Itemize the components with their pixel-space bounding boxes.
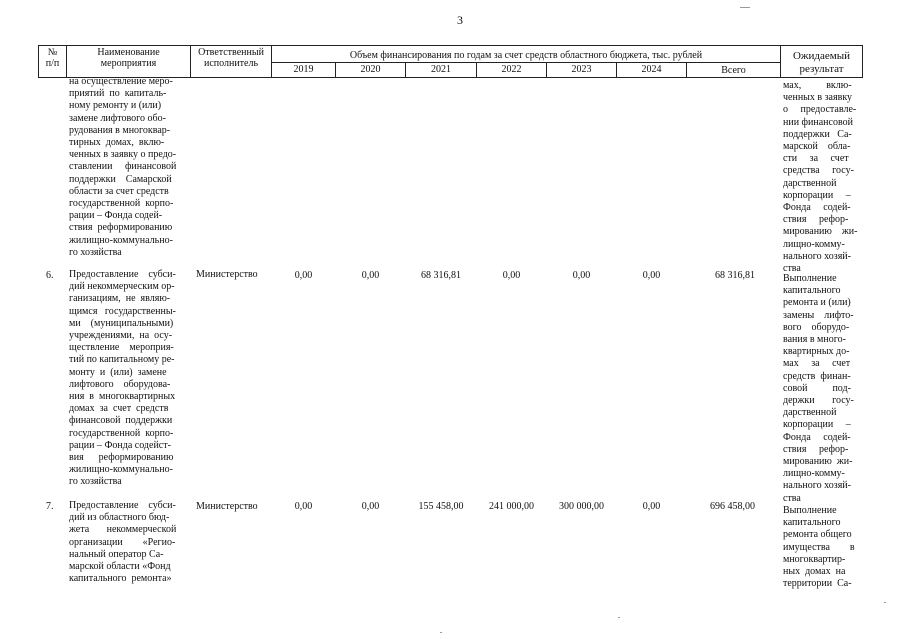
header-year-2021: 2021 [431,64,451,75]
result-line: имущества в [783,541,855,553]
result-line: Выполнение [783,273,837,284]
value-total: 696 458,00 [710,501,755,512]
result-line: лищно-комму- [783,468,845,480]
row-result-text [783,505,855,590]
name-line: лифтового оборудова- [69,378,171,390]
name-line: жилищно-коммунально- [69,464,173,476]
header-col-num: № п/п [45,47,60,69]
result-line: ства [783,492,801,504]
name-line: тирных домах, вклю- [69,137,165,149]
result-line: о предоставле- [783,104,857,116]
value-total: 68 316,81 [715,270,755,281]
header-col-name: Наименование мероприятия [97,47,160,69]
name-line: ному ремонту и (или) [69,100,162,112]
name-line: ганизациям, не являю- [69,293,171,305]
result-line: нального хозяй- [783,480,851,492]
value-2022: 0,00 [502,270,521,281]
name-line: вия реформированию [69,452,174,464]
row-result-text [783,80,857,275]
name-line: дий некоммерческим ор- [69,281,175,293]
result-line: территории Са- [783,578,852,590]
value-2023: 0,00 [572,270,591,281]
name-line: государственной корпо- [69,198,174,210]
header-year-2019: 2019 [293,64,314,75]
result-line: корпорации – [783,189,851,201]
row-number: 6. [46,270,54,281]
result-line: вого оборудо- [783,321,850,333]
name-line: организации «Регио- [69,536,176,548]
result-line: ремонта и (или) [783,297,851,309]
result-line: ченных в заявку [783,92,853,104]
row-result-text [783,273,854,505]
row-executor: Министерство [196,501,258,512]
result-line: многоквартир- [783,553,846,565]
name-line: поддержки Самарской [69,173,172,185]
name-line: учреждениями, на осу- [69,330,173,342]
name-line: финансовой поддержки [69,415,173,427]
header-total: Всего [721,65,746,76]
name-line: домах за счет средств [69,403,169,415]
name-line: Предоставление субси- [69,500,176,511]
scan-speck [440,632,442,633]
page-number: 3 [457,13,463,27]
result-line: капитального [783,285,841,297]
name-line: замене лифтового обо- [69,112,166,124]
header-col-funding: Объем финансирования по годам за счет средств областного бюджета, тыс. рублей [349,50,703,61]
result-line: мах за счет [783,358,851,370]
name-line: области за счет средств [69,185,169,197]
header-year-2023: 2023 [571,64,592,75]
value-2021: 68 316,81 [421,270,461,281]
name-line: дий из областного бюд- [69,512,170,524]
result-line: дарственной [783,177,837,189]
table-top-border [38,45,862,46]
name-line: ния в многоквартирных [69,391,176,403]
row-name-text [69,269,176,489]
result-line: Фонда содей- [783,431,851,443]
result-line: вания в много- [783,334,846,346]
result-line: дарственной [783,407,837,419]
result-line: ных домах на [783,566,846,578]
name-line: ствия реформированию [69,222,173,234]
result-line: средства госу- [783,165,854,177]
name-line: ществление мероприя- [69,342,174,354]
name-line: марской области «Фонд [69,561,171,573]
result-line: мированию жи- [783,456,853,468]
header-col-executor: Ответственный исполнитель [198,47,264,69]
result-line: корпорации – [783,419,851,431]
value-2019: 0,00 [294,270,313,281]
value-2022: 241 000,00 [489,501,534,512]
result-line: ства [783,263,801,275]
result-line: совой под- [783,382,851,394]
result-line: Фонда содей- [783,202,851,214]
result-line: держки госу- [783,395,854,407]
row-name-text [69,76,176,259]
name-line: рации – Фонда содей- [69,210,163,222]
name-line: государственной корпо- [69,427,174,439]
result-line: ствия рефор- [783,443,849,455]
col-border-5 [862,45,863,78]
name-line: приятий по капиталь- [69,88,167,100]
row-executor: Министерство [196,269,258,280]
result-line: нального хозяй- [783,250,851,262]
header-year-2024: 2024 [641,64,662,75]
name-line: на осуществление меро- [69,76,173,87]
year-header-divider [271,62,780,63]
scan-speck [740,7,750,8]
value-2021: 155 458,00 [418,501,464,512]
name-line: ченных в заявку о предо- [69,149,177,161]
result-line: квартирных до- [783,346,850,358]
result-line: мированию жи- [783,226,858,238]
name-line: жилищно-коммунально- [69,234,173,246]
name-line: щимся государственны- [69,305,176,317]
header-year-2022: 2022 [501,64,522,75]
result-line: ремонта общего [783,529,852,541]
name-line: рации – Фонда содейст- [69,439,171,451]
header-col-result: Ожидаемый результат [792,50,851,75]
value-2020: 0,00 [361,270,380,281]
result-line: Выполнение [783,505,837,516]
result-line: средств финан- [783,370,851,382]
result-line: замены лифто- [783,309,854,321]
name-line: капитального ремонта» [69,573,172,585]
result-line: лищно-комму- [783,238,845,250]
name-line: ми (муниципальными) [69,317,174,329]
header-year-2020: 2020 [360,64,381,75]
row-name-text [69,500,176,585]
value-2019: 0,00 [294,501,313,512]
name-line: нальный оператор Са- [69,548,164,560]
row-number: 7. [46,501,54,512]
scan-speck [884,602,886,603]
name-line: жета некоммерческой [69,524,177,536]
result-line: мах, вклю- [783,80,852,91]
result-line: марской обла- [783,141,851,153]
value-2024: 0,00 [642,501,661,512]
scan-speck [618,617,620,618]
value-2024: 0,00 [642,270,661,281]
result-line: нии финансовой [783,116,853,128]
name-line: го хозяйства [69,246,122,258]
name-line: монту и (или) замене [69,366,167,378]
name-line: тий по капитальному ре- [69,354,175,366]
result-line: сти за счет [783,153,849,165]
value-2023: 300 000,00 [559,501,604,512]
result-line: поддержки Са- [783,128,852,140]
name-line: го хозяйства [69,476,122,488]
name-line: Предоставление субси- [69,269,176,280]
result-line: ствия рефор- [783,214,849,226]
result-line: капитального [783,517,841,529]
name-line: рудования в многоквар- [69,124,171,136]
name-line: ставлении финансовой [69,161,177,173]
value-2020: 0,00 [361,501,380,512]
